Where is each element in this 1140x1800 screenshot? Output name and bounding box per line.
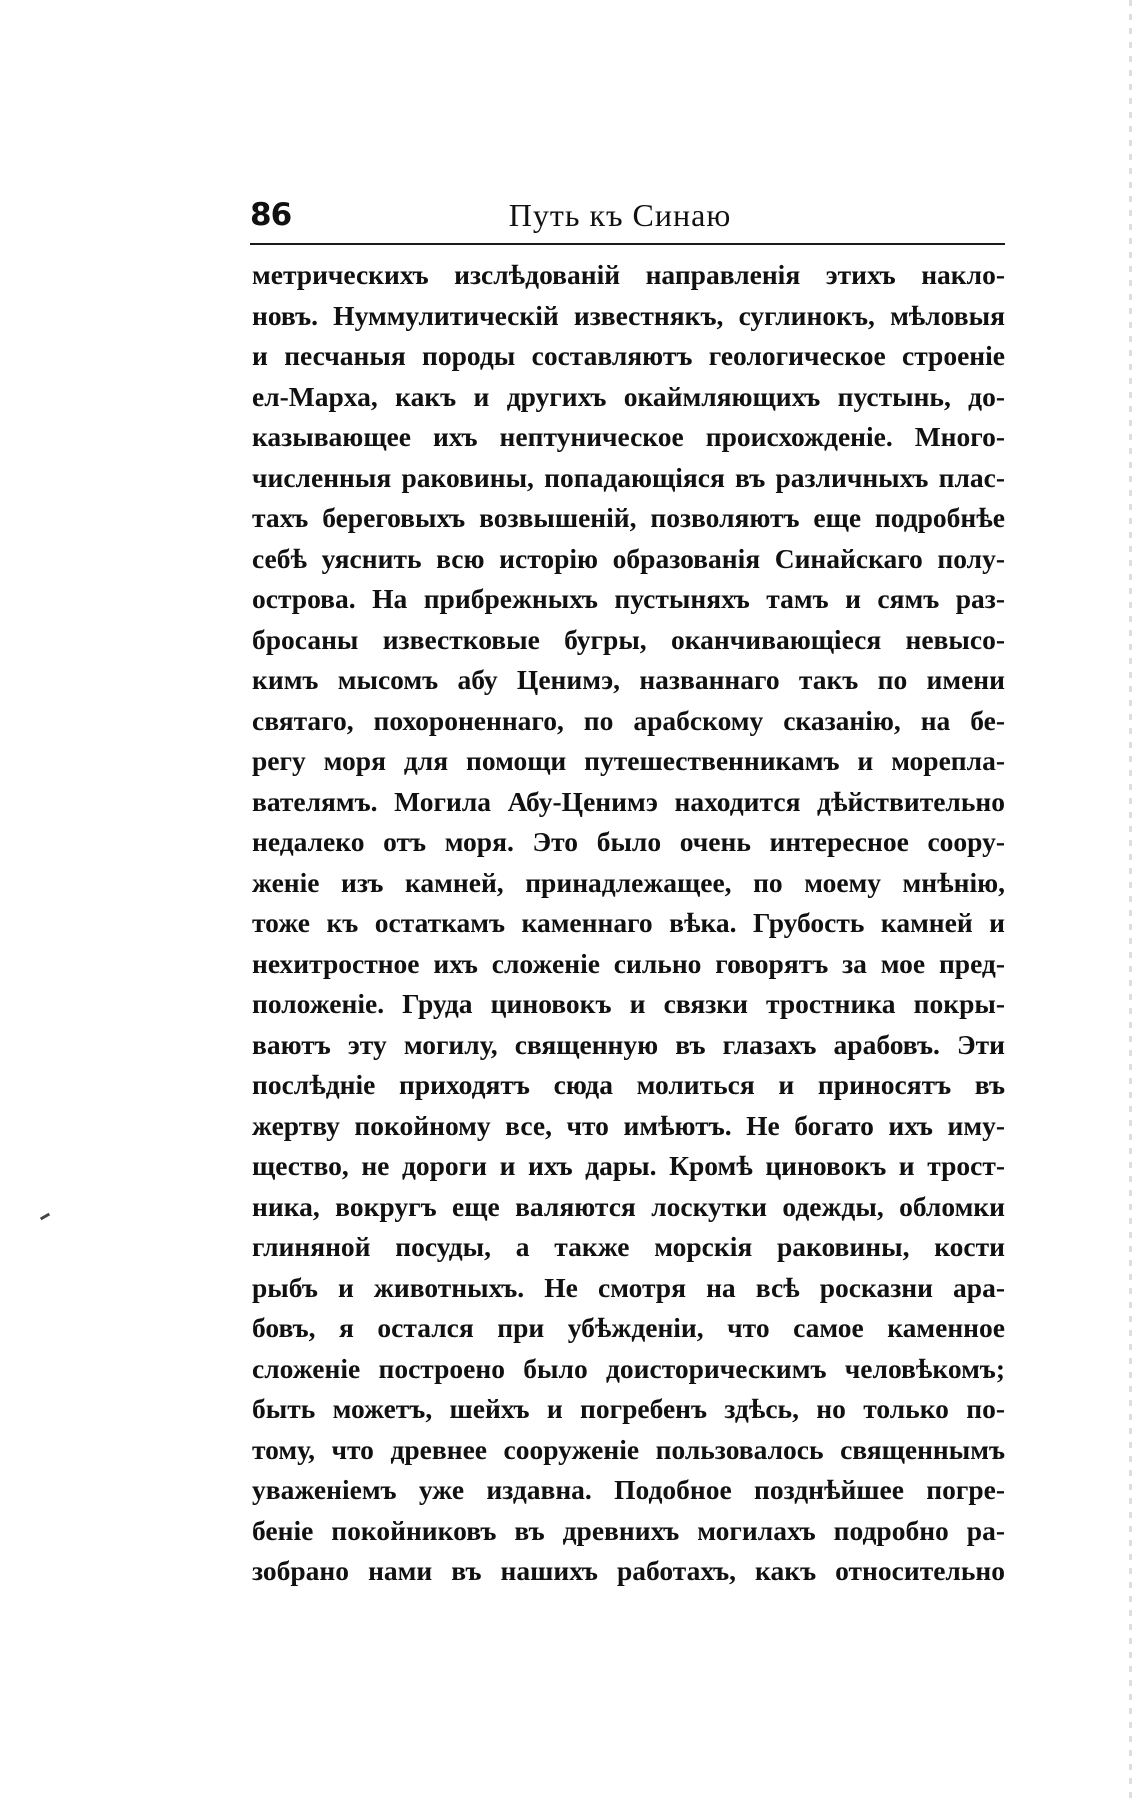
text-line-22: жертву покойному все, что имѣютъ. Не богато ихъ иму- — [252, 1109, 1005, 1141]
text-line-31: уваженіемъ уже издавна. Подобное позднѣйшее погре- — [252, 1474, 1005, 1505]
text-line-17: тоже къ остаткамъ каменнаго вѣка. Грубость камней и — [252, 907, 1005, 938]
page-edge-shadow — [1129, 0, 1132, 1800]
text-line-29: быть можетъ, шейхъ и погребенъ здѣсь, но только по- — [252, 1393, 1005, 1424]
text-line-3: и песчаныя породы составляютъ геологическое строеніе — [252, 340, 1005, 371]
text-line-15: недалеко отъ моря. Это было очень интересное соору- — [252, 826, 1005, 857]
text-line-13: регу моря для помощи путешественникамъ и морепла- — [252, 745, 1005, 776]
text-line-11: кимъ мысомъ абу Ценимэ, названнаго такъ по имени — [252, 664, 1005, 695]
text-line-6: численныя раковины, попадающіяся въ различныхъ плас- — [252, 461, 1005, 493]
text-line-18: нехитростное ихъ сложеніе сильно говорятъ за мое пред- — [252, 947, 1005, 979]
text-line-19: положеніе. Груда циновокъ и связки тростника покры- — [252, 988, 1005, 1019]
running-title: Путь къ Синаю — [508, 197, 732, 233]
text-line-30: тому, что древнее сооруженіе пользовалось священнымъ — [252, 1433, 1005, 1465]
page-header — [250, 195, 1005, 245]
text-line-8: себѣ уяснить всю исторію образованія Синайскаго полу- — [252, 542, 1005, 574]
text-line-4: ел-Марха, какъ и другихъ окаймляющихъ пустынь, до- — [252, 380, 1005, 412]
text-line-20: ваютъ эту могилу, священную въ глазахъ арабовъ. Эти — [252, 1028, 1005, 1060]
text-line-9: острова. На прибрежныхъ пустыняхъ тамъ и сямъ раз- — [252, 583, 1005, 614]
text-line-24: ника, вокругъ еще валяются лоскутки одежды, обломки — [252, 1190, 1005, 1222]
text-line-2: новъ. Нуммулитическій известнякъ, суглинокъ, мѣловыя — [252, 299, 1005, 331]
text-line-12: святаго, похороненнаго, по арабскому сказанію, на бе- — [252, 704, 1005, 736]
text-line-32: беніе покойниковъ въ древнихъ могилахъ подробно ра- — [252, 1514, 1005, 1546]
text-line-7: тахъ береговыхъ возвышеній, позволяютъ еще подробнѣе — [252, 502, 1005, 533]
text-line-1: метрическихъ изслѣдованій направленія этихъ накло- — [252, 259, 1005, 290]
text-line-26: рыбъ и животныхъ. Не смотря на всѣ росказни ара- — [252, 1271, 1005, 1303]
text-line-16: женіе изъ камней, принадлежащее, по моему мнѣнію, — [252, 866, 1005, 898]
text-line-25: глиняной посуды, а также морскія раковины, кости — [252, 1231, 1005, 1262]
page-number: 86 — [250, 197, 292, 233]
body-text — [252, 255, 1005, 1592]
text-line-10: бросаны известковые бугры, оканчивающіеся невысо- — [252, 623, 1005, 655]
text-line-27: бовъ, я остался при убѣжденіи, что самое каменное — [252, 1312, 1005, 1343]
text-line-21: послѣдніе приходятъ сюда молиться и приносятъ въ — [252, 1069, 1005, 1100]
scan-speck — [40, 1213, 50, 1221]
text-line-5: казывающее ихъ нептуническое происхожденіе. Много- — [252, 421, 1005, 452]
text-line-14: вателямъ. Могила Абу-Ценимэ находится дѣйствительно — [252, 785, 1005, 817]
text-line-33: зобрано нами въ нашихъ работахъ, какъ относительно — [252, 1555, 1005, 1586]
text-line-23: щество, не дороги и ихъ дары. Кромѣ циновокъ и трост- — [252, 1150, 1005, 1181]
text-line-28: сложеніе построено было доисторическимъ человѣкомъ; — [252, 1352, 1005, 1384]
